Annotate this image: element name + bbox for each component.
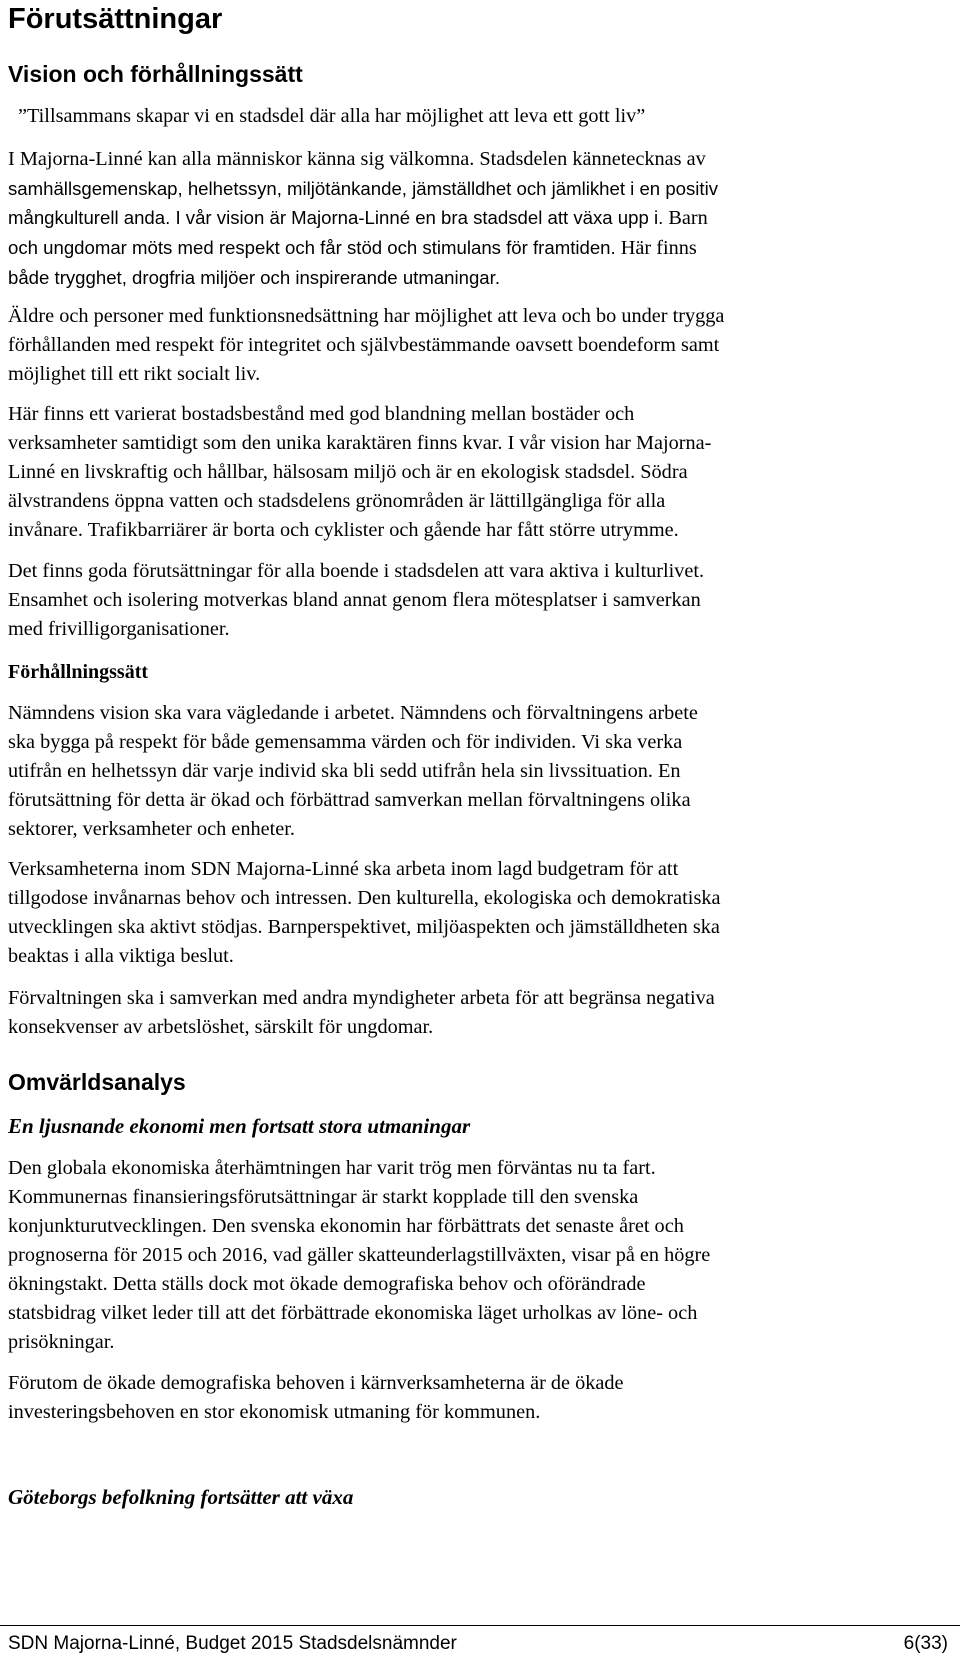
text-line: prognoserna för 2015 och 2016, vad gäller skatteunderlagstillväxten, visar på en högre <box>8 1244 711 1266</box>
text-line: verksamheter samtidigt som den unika karaktären finns kvar. I vår vision har Majorna- <box>8 432 712 454</box>
text-line: sektorer, verksamheter och enheter. <box>8 818 295 840</box>
footer-document-title: SDN Majorna-Linné, Budget 2015 Stadsdelsnämnder <box>8 1633 457 1654</box>
paragraph-vision-3 <box>8 400 943 545</box>
text-line: invånare. Trafikbarriärer är borta och cyklister och gående har fått större utrymme. <box>8 519 679 541</box>
text-line: samhällsgemenskap, helhetssyn, miljötänkande, jämställdhet och jämlikhet i en positiv <box>8 178 719 199</box>
text-line: Förvaltningen ska i samverkan med andra myndigheter arbeta för att begränsa negativa <box>8 987 715 1009</box>
paragraph-vision-4 <box>8 557 943 644</box>
subheading-economy: En ljusnande ekonomi men fortsatt stora utmaningar <box>8 1114 471 1138</box>
subheading-population: Göteborgs befolkning fortsätter att växa <box>8 1485 354 1509</box>
text-line: ökningstakt. Detta ställs dock mot ökade demografiska behov och oförändrade <box>8 1273 646 1295</box>
text-line: ska bygga på respekt för både gemensamma värden och för individen. Vi ska verka <box>8 731 683 753</box>
text-line: Den globala ekonomiska återhämtningen har varit trög men förväntas nu ta fart. <box>8 1157 656 1179</box>
text-line: statsbidrag vilket leder till att det förbättrade ekonomiska läget urholkas av löne- och <box>8 1302 698 1324</box>
paragraph-economy-1 <box>8 1154 943 1357</box>
page-title: Förutsättningar <box>8 3 223 35</box>
text-line: Här finns ett varierat bostadsbestånd med god blandning mellan bostäder och <box>8 403 635 425</box>
text-line: utvecklingen ska aktivt stödjas. Barnperspektivet, miljöaspekten och jämställdheten ska <box>8 916 720 938</box>
text-line: både trygghet, drogfria miljöer och inspirerande utmaningar. <box>8 267 500 288</box>
text-line: investeringsbehoven en stor ekonomisk utmaning för kommunen. <box>8 1401 541 1423</box>
paragraph-approach-1 <box>8 699 943 844</box>
paragraph-vision-1 <box>8 145 943 292</box>
text-span: Barn <box>663 207 708 229</box>
text-line: utifrån en helhetssyn där varje individ ska bli sedd utifrån hela sin livssituation. En <box>8 760 681 782</box>
text-line: Äldre och personer med funktionsnedsättning har möjlighet att leva och bo under trygga <box>8 305 725 327</box>
text-line: möjlighet till ett rikt socialt liv. <box>8 363 261 385</box>
paragraph-approach-2 <box>8 855 943 971</box>
text-line: älvstrandens öppna vatten och stadsdelens grönområden är lättillgängliga för alla <box>8 490 666 512</box>
paragraph-vision-2 <box>8 302 943 389</box>
text-line: förhållanden med respekt för integritet och självbestämmande oavsett boendeform samt <box>8 334 720 356</box>
text-line: konjunkturutvecklingen. Den svenska ekonomin har förbättrats det senaste året och <box>8 1215 684 1237</box>
text-line: beaktas i alla viktiga beslut. <box>8 945 234 967</box>
text-line: med frivilligorganisationer. <box>8 618 230 640</box>
text-line: tillgodose invånarnas behov och intressen. Den kulturella, ekologiska och demokratiska <box>8 887 721 909</box>
vision-quote: ”Tillsammans skapar vi en stadsdel där alla har möjlighet att leva ett gott liv” <box>18 105 646 127</box>
text-line: Det finns goda förutsättningar för alla boende i stadsdelen att vara aktiva i kulturlivet. <box>8 560 705 582</box>
text-span: och ungdomar möts med respekt och får stöd och stimulans för framtiden. <box>8 237 616 258</box>
text-line: Kommunernas finansieringsförutsättningar är starkt kopplade till den svenska <box>8 1186 639 1208</box>
text-line: Förutom de ökade demografiska behoven i kärnverksamheterna är de ökade <box>8 1372 624 1394</box>
footer-page-number: 6(33) <box>903 1633 948 1654</box>
text-span: Här finns <box>615 237 697 259</box>
text-line: prisökningar. <box>8 1331 115 1353</box>
footer-divider <box>0 1625 960 1626</box>
text-line: I Majorna-Linné kan alla människor känna sig välkomna. Stadsdelen kännetecknas av <box>8 148 706 170</box>
paragraph-approach-3 <box>8 984 943 1042</box>
text-line: Verksamheterna inom SDN Majorna-Linné ska arbeta inom lagd budgetram för att <box>8 858 679 880</box>
subheading-approach: Förhållningssätt <box>8 661 149 683</box>
section-heading-vision: Vision och förhållningssätt <box>8 61 303 87</box>
paragraph-economy-2 <box>8 1369 943 1427</box>
text-line <box>8 233 943 263</box>
text-line: Nämndens vision ska vara vägledande i arbetet. Nämndens och förvaltningens arbete <box>8 702 698 724</box>
section-heading-analysis: Omvärldsanalys <box>8 1069 186 1095</box>
text-line <box>8 203 943 233</box>
text-line: Linné en livskraftig och hållbar, hälsosam miljö och är en ekologisk stadsdel. Södra <box>8 461 688 483</box>
text-span: mångkulturell anda. I vår vision är Majorna-Linné en bra stadsdel att växa upp i. <box>8 207 664 228</box>
text-line: förutsättning för detta är ökad och förbättrad samverkan mellan förvaltningens olika <box>8 789 691 811</box>
text-line: Ensamhet och isolering motverkas bland annat genom flera mötesplatser i samverkan <box>8 589 701 611</box>
text-line: konsekvenser av arbetslöshet, särskilt för ungdomar. <box>8 1016 434 1038</box>
